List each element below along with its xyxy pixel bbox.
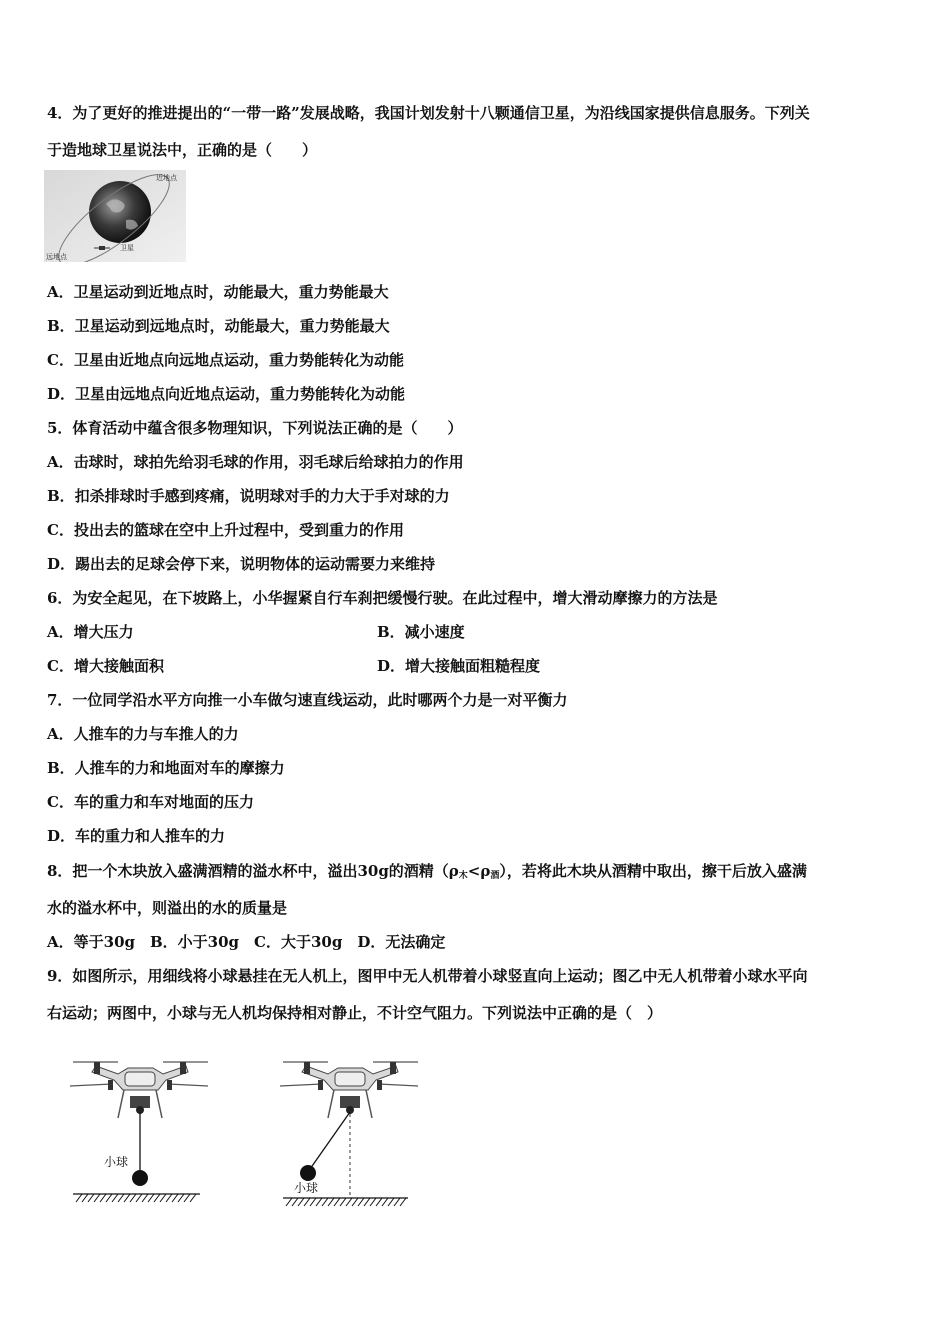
q5-stem: 5．体育活动中蕴含很多物理知识，下列说法正确的是（ ） <box>47 419 463 437</box>
q4-stem-line2: 于造地球卫星说法中，正确的是（ ） <box>47 141 318 159</box>
q8-lt: <ρ <box>467 862 491 880</box>
ball-label-left: 小球 <box>104 1155 129 1169</box>
q8-sub-alcohol: 酒 <box>490 871 500 881</box>
q8-stem-part1: 8．把一个木块放入盛满酒精的溢水杯中，溢出30g的酒精（ρ <box>47 862 459 880</box>
ball-icon <box>300 1165 316 1181</box>
q7-option-d: D．车的重力和人推车的力 <box>47 827 226 845</box>
ground-hatching <box>76 1194 196 1202</box>
q7-option-c: C．车的重力和车对地面的压力 <box>47 793 254 811</box>
string-line <box>310 1112 350 1169</box>
q4-option-a: A．卫星运动到近地点时，动能最大，重力势能最大 <box>47 283 389 301</box>
q9-stem-line2: 右运动；两图中，小球与无人机均保持相对静止，不计空气阻力。下列说法中正确的是（ ） <box>47 1004 663 1022</box>
q5-option-b: B．扣杀排球时手感到疼痛，说明球对手的力大于手对球的力 <box>47 487 450 505</box>
ball-label-right: 小球 <box>294 1181 319 1195</box>
drone-icon <box>70 1062 208 1118</box>
q5-option-d: D．踢出去的足球会停下来，说明物体的运动需要力来维持 <box>47 555 436 573</box>
q4-option-d: D．卫星由远地点向近地点运动，重力势能转化为动能 <box>47 385 406 403</box>
q6-option-d: D．增大接触面粗糙程度 <box>377 657 541 675</box>
q7-option-b: B．人推车的力和地面对车的摩擦力 <box>47 759 285 777</box>
q5-option-a: A．击球时，球拍先给羽毛球的作用，羽毛球后给球拍力的作用 <box>47 453 464 471</box>
q4-option-c: C．卫星由近地点向远地点运动，重力势能转化为动能 <box>47 351 404 369</box>
drone-figure-right <box>278 1048 423 1213</box>
ball-icon <box>132 1170 148 1186</box>
ground-hatching <box>286 1198 406 1206</box>
q7-option-a: A．人推车的力与车推人的力 <box>47 725 239 743</box>
q8-stem-line1 <box>47 861 807 886</box>
q6-option-b: B．减小速度 <box>377 623 465 641</box>
drone-figure-left <box>68 1048 213 1208</box>
q8-options: A．等于30g B．小于30g C．大于30g D．无法确定 <box>47 933 446 951</box>
satellite-orbit-figure <box>44 170 186 262</box>
q4-option-b: B．卫星运动到远地点时，动能最大，重力势能最大 <box>47 317 390 335</box>
q6-stem: 6．为安全起见，在下坡路上，小华握紧自行车刹把缓慢行驶。在此过程中，增大滑动摩擦力的方法是 <box>47 589 718 607</box>
q8-sub-wood: 木 <box>458 871 468 881</box>
apogee-label: 远地点 <box>46 253 67 261</box>
q9-stem-line1: 9．如图所示，用细线将小球悬挂在无人机上，图甲中无人机带着小球竖直向上运动；图乙中无人机带着小球水平向 <box>47 967 808 985</box>
satellite-label: 卫星 <box>120 244 134 252</box>
perigee-label: 近地点 <box>156 174 177 182</box>
q8-stem-line2: 水的溢水杯中，则溢出的水的质量是 <box>47 899 288 917</box>
q6-option-a: A．增大压力 <box>47 623 134 641</box>
q4-stem-line1: 4．为了更好的推进提出的“一带一路”发展战略，我国计划发射十八颗通信卫星，为沿线国家提供信息服务。下列关 <box>47 104 810 122</box>
q6-option-c: C．增大接触面积 <box>47 657 164 675</box>
q5-option-c: C．投出去的篮球在空中上升过程中，受到重力的作用 <box>47 521 404 539</box>
q7-stem: 7．一位同学沿水平方向推一小车做匀速直线运动，此时哪两个力是一对平衡力 <box>47 691 568 709</box>
drone-icon <box>280 1062 418 1118</box>
q8-stem-part2: ），若将此木块从酒精中取出，擦干后放入盛满 <box>499 862 807 880</box>
